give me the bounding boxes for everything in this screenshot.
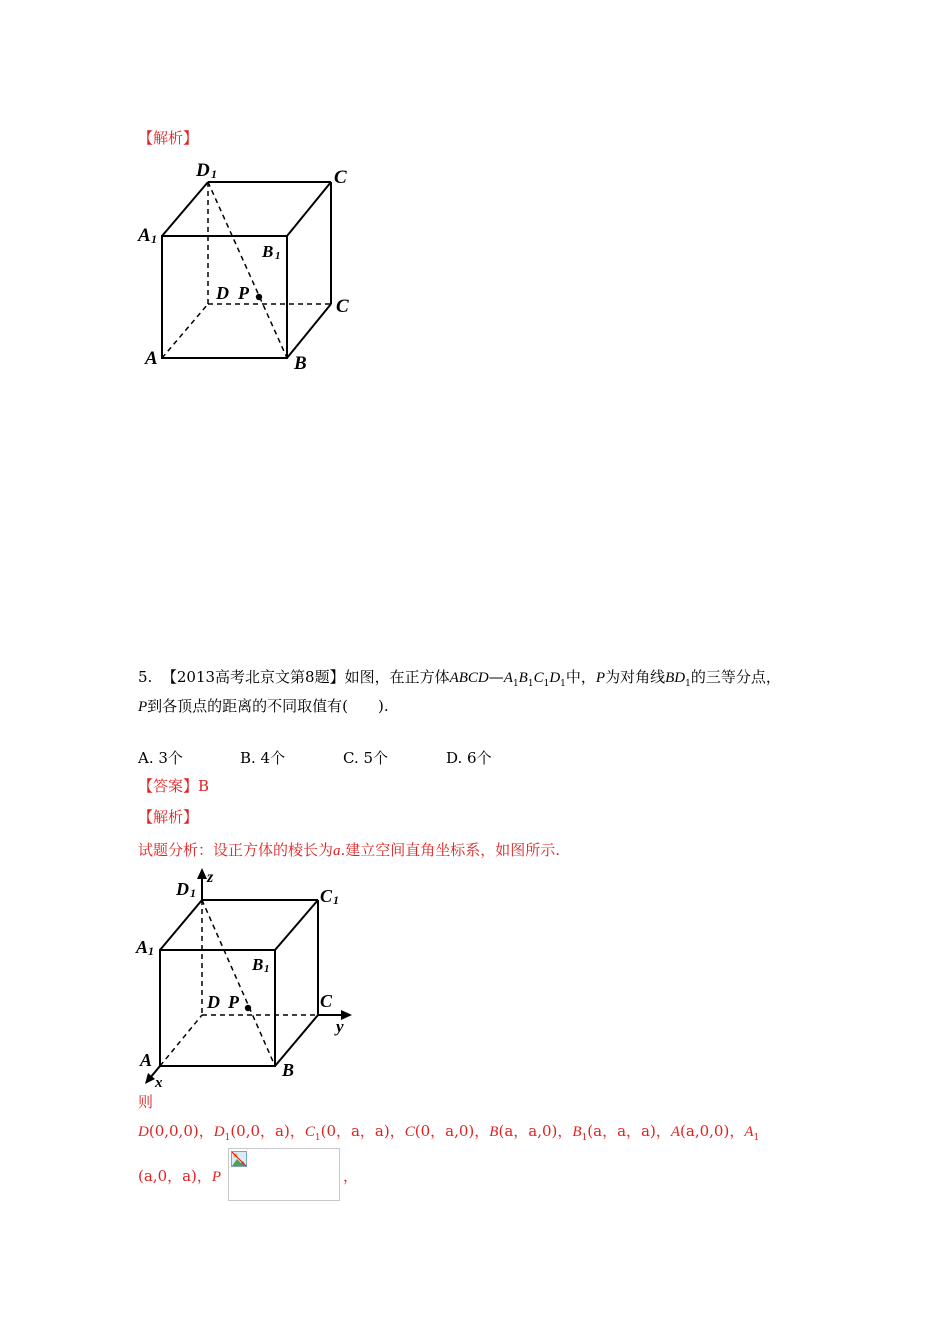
svg-text:1: 1: [264, 963, 270, 975]
label-b1: B: [262, 242, 274, 261]
svg-text:A: A: [140, 1050, 153, 1070]
svg-text:B: B: [282, 1060, 295, 1080]
cube-figure-2: [130, 862, 370, 1087]
svg-text:B: B: [252, 955, 264, 974]
cube-figure-1: [130, 150, 370, 370]
label-d1: D: [196, 160, 210, 181]
svg-text:D: D: [176, 879, 189, 899]
svg-text:x: x: [155, 1075, 163, 1087]
point-p-1: [256, 294, 262, 300]
label-d: D: [216, 283, 229, 303]
svg-text:1: 1: [333, 893, 339, 907]
analysis-heading-2: 【解析】: [138, 808, 199, 826]
analysis-text: 试题分析：设正方体的棱长为a.建立空间直角坐标系，如图所示.: [138, 841, 561, 859]
problem-source: 【2013高考北京文第8题】: [161, 668, 345, 686]
svg-text:C: C: [320, 991, 333, 1011]
analysis-heading-1: 【解析】: [138, 129, 199, 147]
svg-text:C: C: [320, 886, 333, 906]
label-b: B: [294, 353, 307, 370]
broken-image-placeholder: [228, 1148, 340, 1201]
option-d: D. 6个: [446, 749, 492, 767]
coords-line2-end: ，: [343, 1167, 359, 1185]
label-c1: C: [334, 167, 347, 188]
coords-line1: D(0,0,0)，$D_1(0,0$，a)，$C_1(0$，a，a)，C(0，a,0)，B(a，a,0)，$B_1(a$，a，a)，A(a,0,0)，$A_1$: [138, 1122, 760, 1143]
svg-text:1: 1: [275, 250, 281, 262]
label-p: P: [238, 283, 249, 303]
problem5-line1: 5. 【2013高考北京文第8题】如图，在正方体$ABCD—A_1B_1C_1D_1$中，P为对角线$BD_1$的三等分点，: [138, 668, 781, 689]
problem5-line2: P到各顶点的距离的不同取值有( ).: [138, 697, 389, 715]
answer-value: B: [198, 777, 210, 795]
svg-text:z: z: [207, 869, 214, 886]
label-a: A: [145, 348, 158, 369]
svg-text:y: y: [336, 1017, 344, 1036]
svg-text:1: 1: [151, 232, 157, 246]
answer-label: 【答案】: [138, 777, 199, 795]
svg-text:1: 1: [148, 944, 154, 958]
svg-text:A: A: [136, 937, 149, 957]
option-b: B. 4个: [240, 749, 286, 767]
label-a1: A: [138, 225, 151, 246]
svg-text:1: 1: [190, 886, 196, 900]
svg-text:D: D: [207, 992, 220, 1012]
svg-text:P: P: [228, 992, 239, 1012]
then-text: 则: [138, 1093, 154, 1111]
svg-text:1: 1: [211, 167, 217, 181]
broken-image-icon: [231, 1151, 247, 1167]
option-c: C. 5个: [343, 749, 389, 767]
option-a: A. 3个: [138, 749, 183, 767]
coords-line2: (a,0，a)，P: [138, 1167, 222, 1185]
answer-line: [138, 776, 209, 796]
label-c: C: [336, 296, 349, 317]
